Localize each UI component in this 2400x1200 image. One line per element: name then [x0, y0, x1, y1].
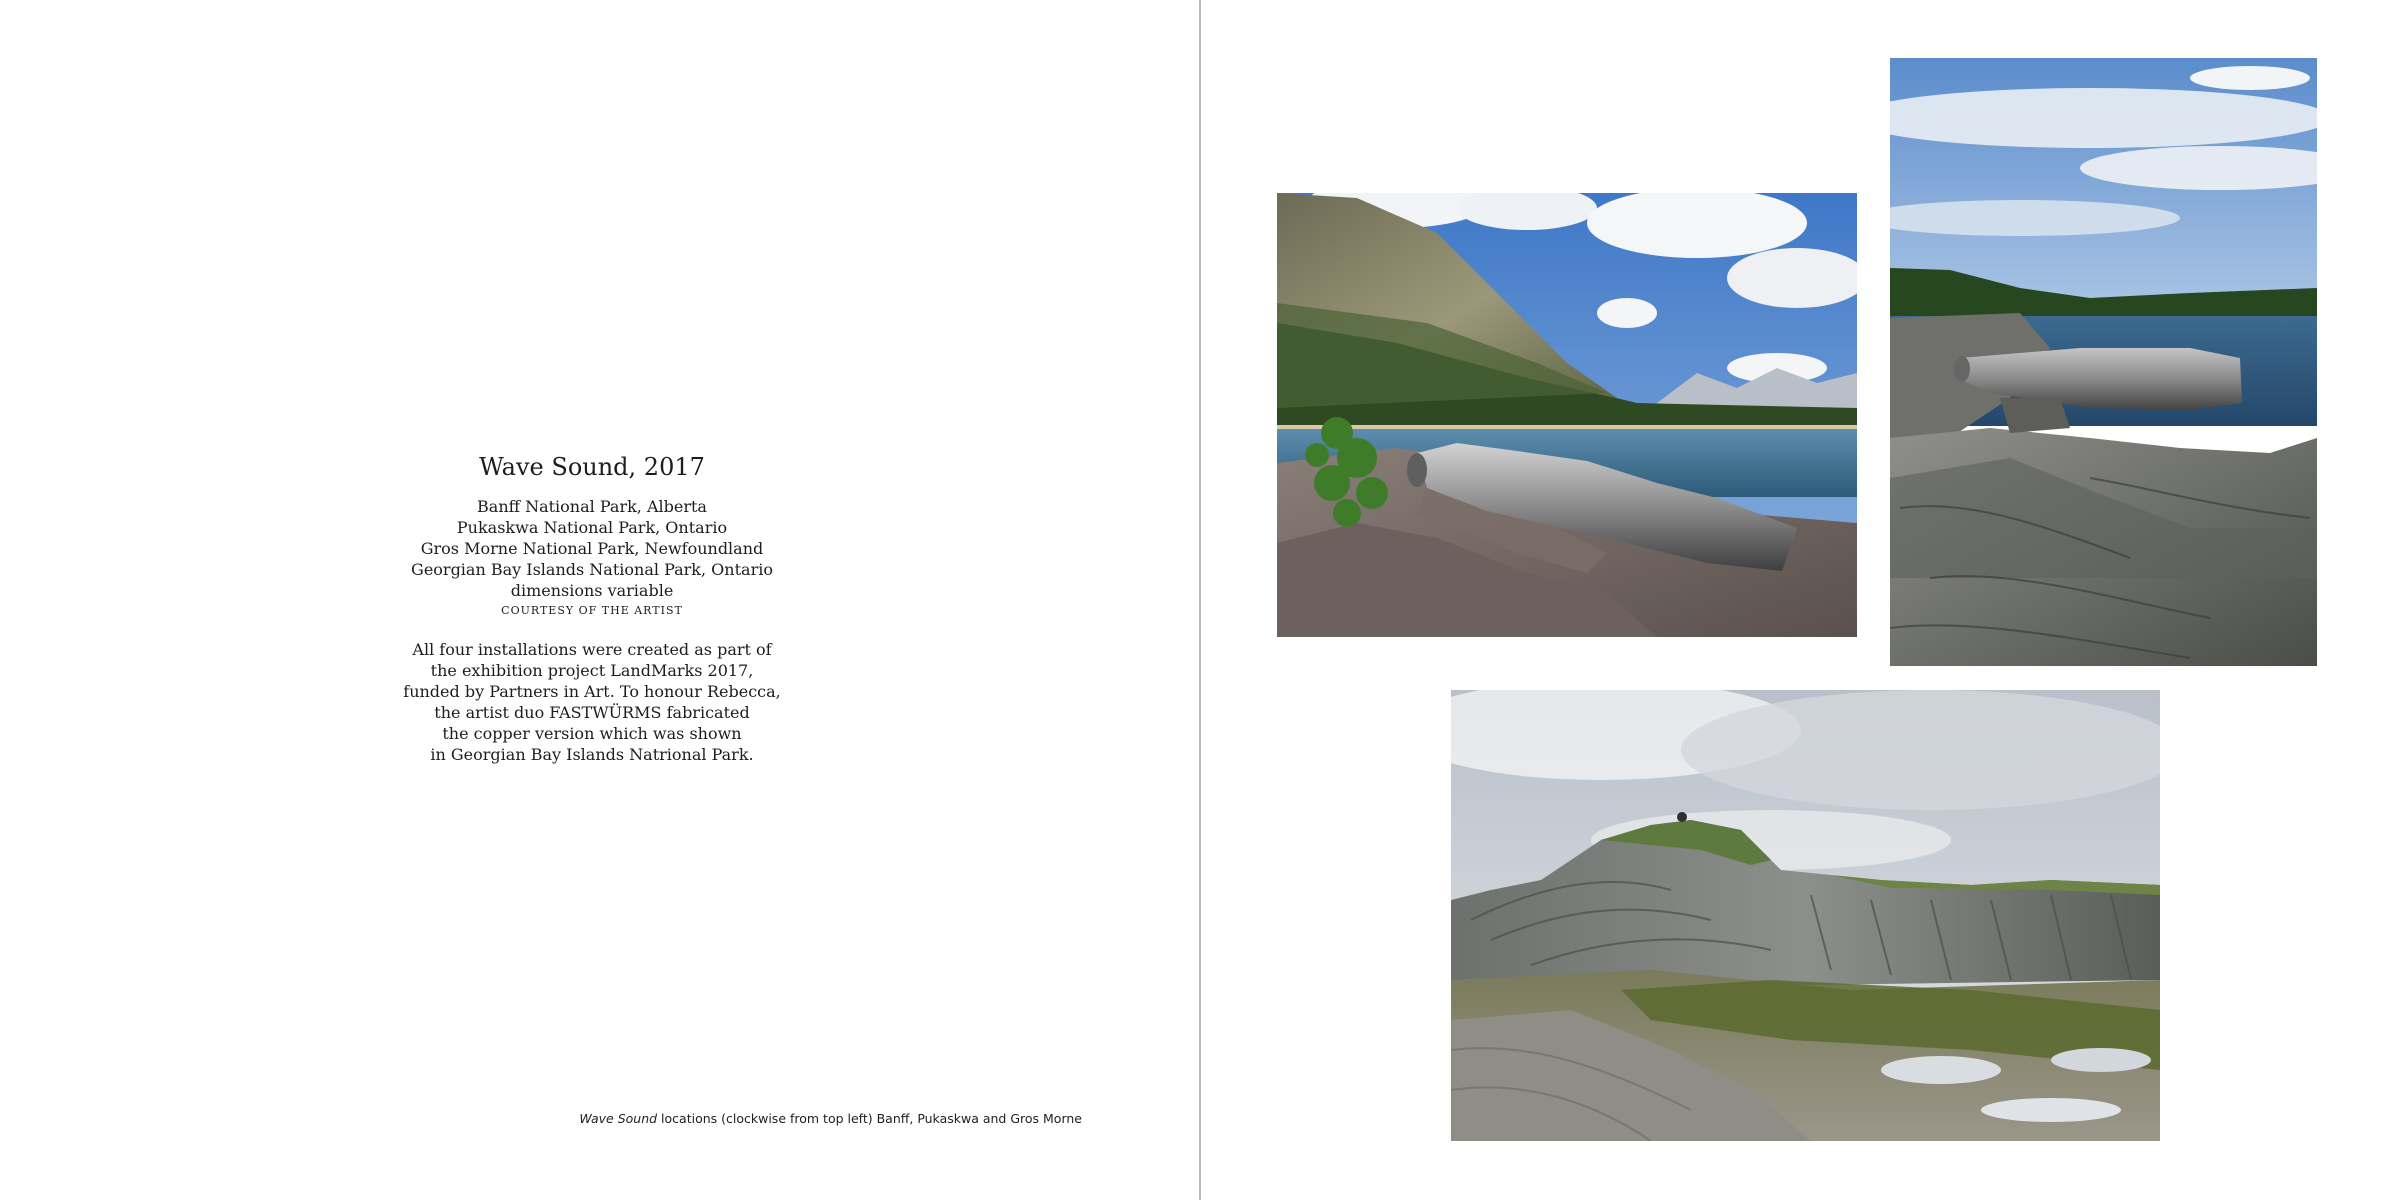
- photo-grosmorne-image: [1451, 690, 2160, 1141]
- location-item: Gros Morne National Park, Newfoundland: [420, 539, 764, 558]
- photo-pukaskwa-image: [1890, 58, 2317, 666]
- description-line: the copper version which was shown: [442, 724, 742, 743]
- artwork-text-block: [392, 450, 792, 765]
- photo-caption: [579, 1111, 1082, 1126]
- location-item: Pukaskwa National Park, Ontario: [456, 518, 728, 537]
- description-line: All four installations were created as part of: [412, 640, 772, 659]
- photo-grosmorne: [1451, 690, 2160, 1141]
- caption-text: locations (clockwise from top left) Banff, Pukaskwa and Gros Morne: [657, 1111, 1082, 1126]
- description: [392, 639, 792, 765]
- photo-pukaskwa: [1890, 58, 2317, 666]
- description-line: the artist duo FASTWÜRMS fabricated: [434, 703, 750, 722]
- location-item: Banff National Park, Alberta: [477, 497, 707, 516]
- courtesy-credit: COURTESY OF THE ARTIST: [501, 604, 683, 617]
- description-line: funded by Partners in Art. To honour Rebecca,: [403, 682, 781, 701]
- description-line: the exhibition project LandMarks 2017,: [430, 661, 754, 680]
- artwork-title: Wave Sound, 2017: [479, 453, 705, 481]
- caption-title: Wave Sound: [579, 1111, 658, 1126]
- locations-list: [392, 496, 792, 580]
- location-item: Georgian Bay Islands National Park, Ontario: [411, 560, 773, 579]
- dimensions-text: dimensions variable: [510, 581, 674, 600]
- page-gutter: [1199, 0, 1201, 1200]
- description-line: in Georgian Bay Islands Natrional Park.: [430, 745, 754, 764]
- photo-banff: [1277, 193, 1857, 637]
- photo-banff-image: [1277, 193, 1857, 637]
- left-page: [0, 0, 1199, 1200]
